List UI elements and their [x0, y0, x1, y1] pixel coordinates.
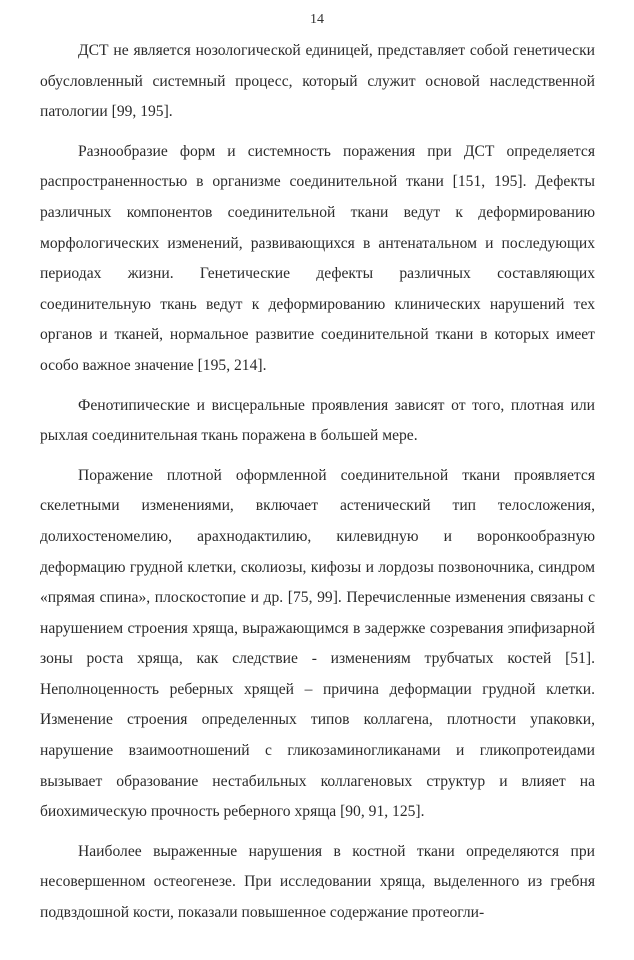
paragraph-4: Поражение плотной оформленной соединительной ткани проявляется скелетными изменениями, включает астенический тип телосложения, долихостеномелию, арахнодактилию, килевидную и воронкообразную деформацию грудной клетки, сколиозы, кифозы и лордозы позвоночника, синдром «прямая спина», плоскостопие и др. [75, 99]. Перечисленные изменения связаны с нарушением строения хряща, выражающимся в задержке созревания эпифизарной зоны роста хряща, как следствие - изменениям трубчатых костей [51]. Неполноценность реберных хрящей – причина деформации грудной клетки. Изменение строения определенных типов коллагена, плотности упаковки, нарушение взаимоотношений с гликозаминогликанами и гликопротеидами вызывает образование нестабильных коллагеновых структур и влияет на биохимическую прочность реберного хряща [90, 91, 125].: [40, 466, 595, 821]
page-number: 14: [310, 12, 324, 27]
paragraph-1: ДСТ не является нозологической единицей, представляет собой генетически обусловленный системный процесс, который служит основой наследственной патологии [99, 195].: [40, 42, 595, 121]
paragraph-2: Разнообразие форм и системность поражения при ДСТ определяется распространенностью в организме соединительной ткани [151, 195]. Дефекты различных компонентов соединительной ткани ведут к деформированию морфологических изменений, развивающихся в антенатальном и последующих периодах жизни. Генетические дефекты различных составляющих соединительную ткань ведут к деформированию клинических нарушений тех органов и тканей, нормальное развитие соединительной ткани в которых имеет особо важное значение [195, 214].: [40, 142, 595, 374]
paragraph-3: Фенотипические и висцеральные проявления зависят от того, плотная или рыхлая соединительная ткань поражена в большей мере.: [40, 396, 595, 445]
text-body: [40, 36, 595, 938]
paragraph-5: Наиболее выраженные нарушения в костной ткани определяются при несовершенном остеогенезе. При исследовании хряща, выделенного из гребня подвздошной кости, показали повышенное содержание протеогли-: [40, 842, 595, 922]
